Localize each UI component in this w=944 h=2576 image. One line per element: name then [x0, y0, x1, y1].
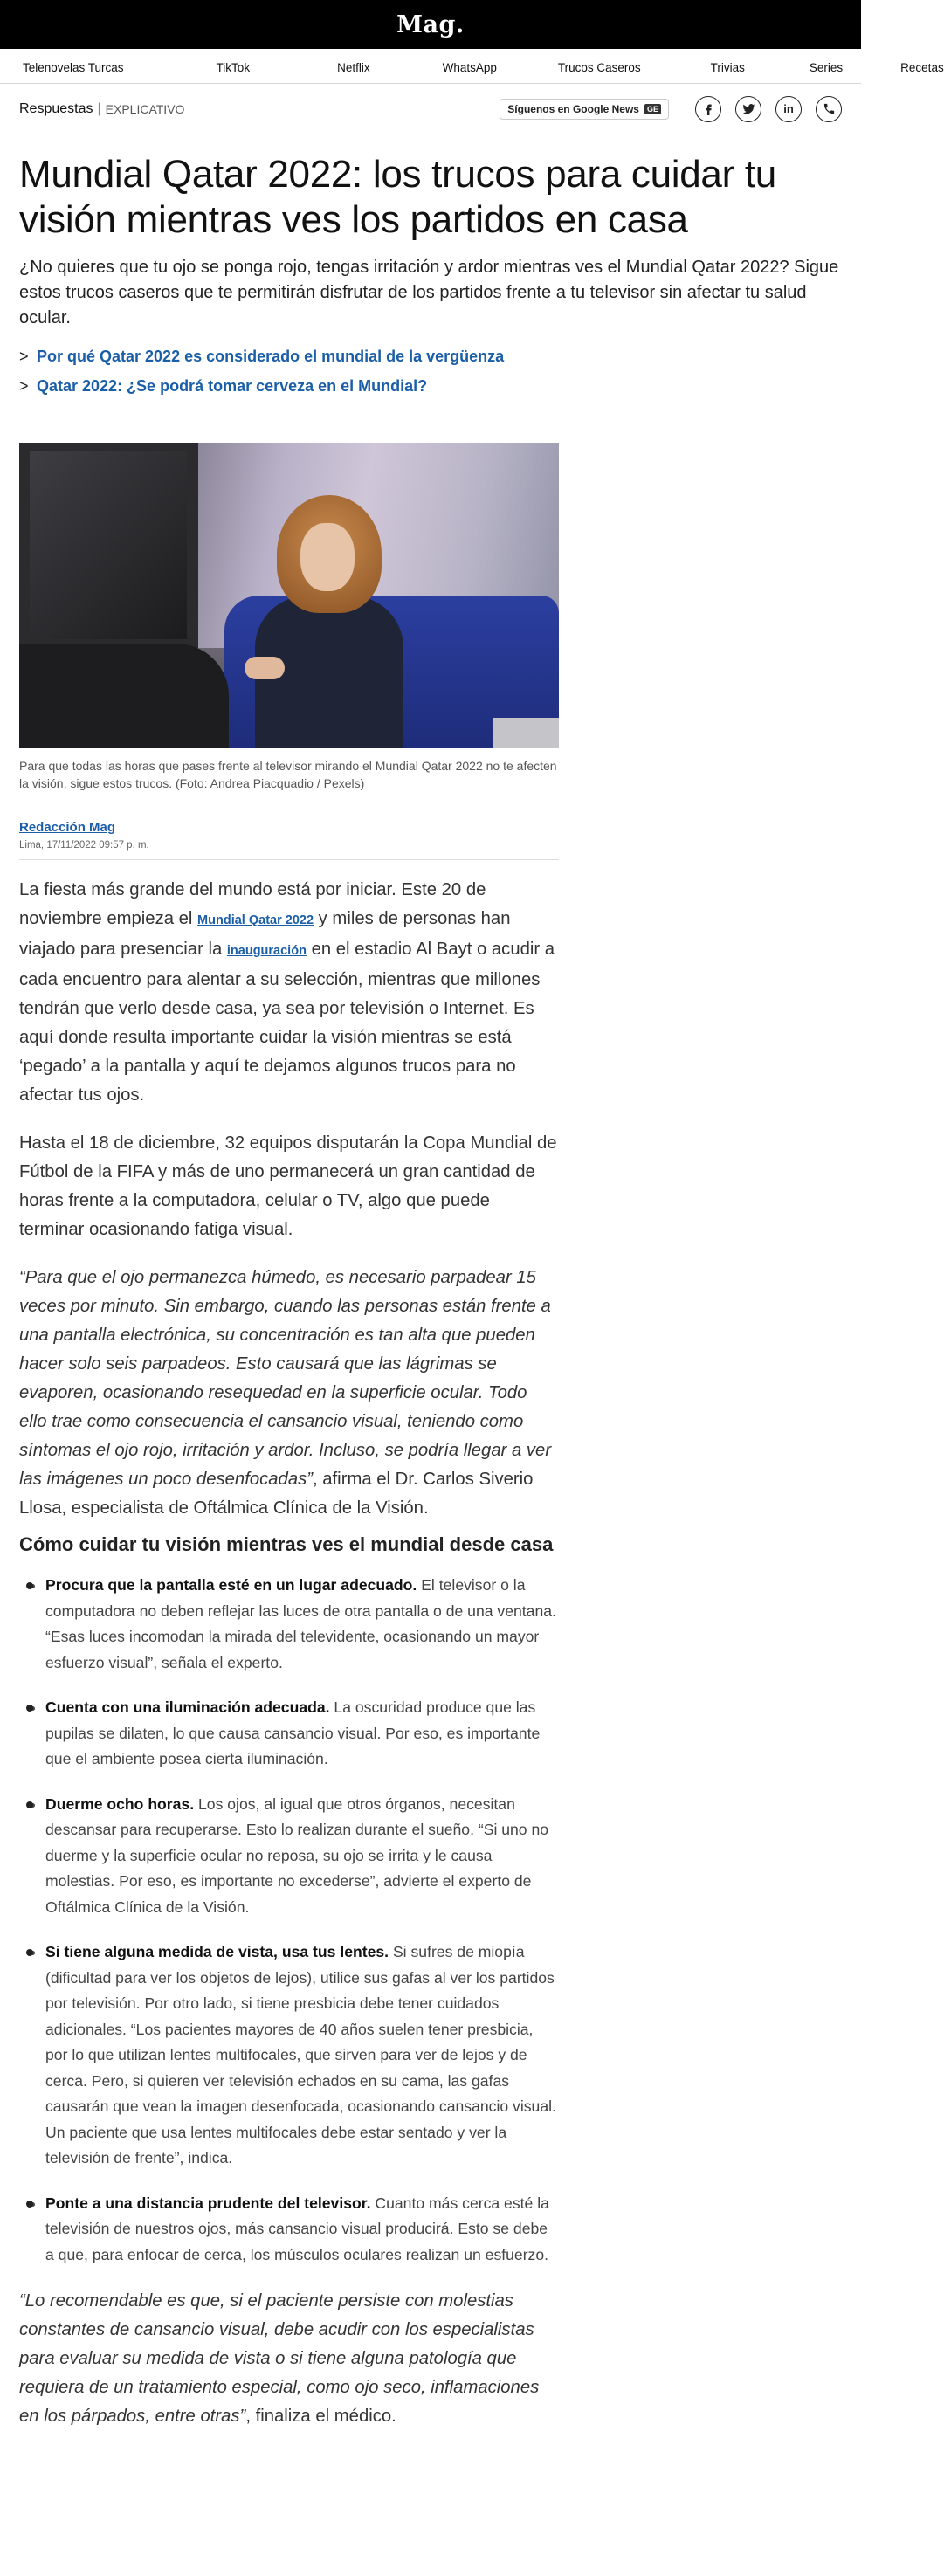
article-lead: ¿No quieres que tu ojo se ponga rojo, tengas irritación y ardor mientras ves el Mundial Qatar 2022? Sigue estos trucos caseros que te permitirán disfrutar de los partidos frente a tu televisor sin afectar tu salud ocular.: [19, 258, 839, 327]
article-photo: [19, 443, 559, 748]
article-body: [19, 876, 559, 2431]
section-subtitle: Cómo cuidar tu visión mientras ves el mundial desde casa: [19, 1533, 554, 1555]
chevron-right-icon: >: [19, 348, 29, 365]
nav-item-telenovelas-turcas[interactable]: Telenovelas Turcas: [23, 61, 124, 74]
quote-paragraph: “Para que el ojo permanezca húmedo, es necesario parpadear 15 veces por minuto. Sin embargo, cuando las personas están frente a una pantalla electrónica, su concentración es tan alta que pueden hacer solo seis parpadeos. Esto causará que las lágrimas se evaporen, ocasionando resequedad en la superficie ocular. Todo ello trae como consecuencia el cansancio visual, teniendo como síntomas el ojo rojo, irritación y ardor. Incluso, se podría llegar a ver las imágenes un poco desenfocadas”, afirma el Dr. Carlos Siverio Llosa, especialista de Oftálmica Clínica de la Visión.: [19, 1268, 552, 1518]
nav-item-tiktok[interactable]: TikTok: [216, 61, 251, 74]
linkedin-icon: in: [783, 102, 794, 115]
nav-item-netflix[interactable]: Netflix: [337, 61, 370, 74]
link-inauguracion[interactable]: inauguración: [226, 944, 307, 958]
body-paragraph: Hasta el 18 de diciembre, 32 equipos disputarán la Copa Mundial de Fútbol de la FIFA y más de uno permanecerá un gran cantidad de horas frente a la computadora, celular o TV, algo que puede terminar ocasionando fatiga visual.: [19, 1133, 557, 1239]
list-item: • Cuenta con una iluminación adecuada. La oscuridad produce que las pupilas se dilaten, lo que causa cansancio visual. Por eso, es importante que el ambiente posea cierta iluminación.: [45, 1695, 559, 1773]
linkedin-share-button[interactable]: [775, 96, 802, 122]
facebook-icon: [702, 102, 715, 115]
site-logo[interactable]: Mag.: [396, 10, 465, 38]
closing-paragraph: “Lo recomendable es que, si el paciente persiste con molestias constantes de cansancio visual, debe acudir con los especialistas para evaluar su medida de vista o si tiene alguna patología que requiera de un tratamiento especial, como ojo seco, inflamaciones en los párpados, entre otras”, finaliza el médico.: [19, 2291, 540, 2426]
related-link-cerveza[interactable]: Qatar 2022: ¿Se podrá tomar cerveza en el Mundial?: [37, 377, 428, 395]
list-item: • Ponte a una distancia prudente del televisor. Cuanto más cerca esté la televisión de nuestros ojos, más cansancio visual producirá. Esto se debe a que, para enfocar de cerca, los músculos oculares realizan un esfuerzo.: [45, 2191, 559, 2269]
tips-list: [19, 1573, 559, 2268]
chevron-right-icon: >: [19, 377, 29, 395]
twitter-icon: [742, 102, 755, 115]
nav-item-whatsapp[interactable]: WhatsApp: [442, 61, 497, 74]
publish-date: Lima, 17/11/2022 09:57 p. m.: [19, 840, 149, 851]
phone-icon: [823, 102, 836, 115]
list-item: • Duerme ocho horas. Los ojos, al igual que otros órganos, necesitan descansar para recuperarse. Esto lo realizan durante el sueño. “Si uno no duerme y la superficie ocular no reposa, su ojo se irrita y le causa molestias. Por eso, es importante no excederse”, advierte el experto de Oftálmica Clínica de la Visión.: [45, 1792, 559, 1921]
google-news-button[interactable]: [500, 99, 669, 120]
google-news-icon: GE: [644, 104, 661, 114]
nav-item-trucos-caseros[interactable]: Trucos Caseros: [557, 61, 641, 74]
section-link[interactable]: Respuestas: [19, 100, 93, 116]
site-header: [0, 0, 861, 52]
list-item: • Procura que la pantalla esté en un lugar adecuado. El televisor o la computadora no deben reflejar las luces de otra pantalla o de una ventana. “Esas luces incomodan la mirada del televidente, ocasionando un mayor esfuerzo visual”, señala el experto.: [45, 1573, 559, 1676]
whatsapp-share-button[interactable]: [816, 96, 842, 122]
nav-item-recetas[interactable]: Recetas: [900, 61, 944, 74]
doctor-quote: “Para que el ojo permanezca húmedo, es necesario parpadear 15 veces por minuto. Sin embargo, cuando las personas están frente a una pantalla electrónica, su concentración es tan alta que pueden hacer solo seis parpadeos. Esto causará que las lágrimas se evaporen, ocasionando resequedad en la superficie ocular. Todo ello trae como consecuencia el cansancio visual, teniendo como síntomas el ojo rojo, irritación y ardor. Incluso, se podría llegar a ver las imágenes un poco desenfocadas”: [19, 1268, 552, 1489]
related-link-verguenza[interactable]: Por qué Qatar 2022 es considerado el mundial de la vergüenza: [37, 348, 505, 365]
main-nav: [0, 52, 944, 84]
nav-item-series[interactable]: Series: [809, 61, 844, 74]
facebook-share-button[interactable]: [695, 96, 721, 122]
section-bar: [0, 84, 861, 134]
article: [0, 152, 861, 2431]
twitter-share-button[interactable]: [735, 96, 761, 122]
body-paragraph: La fiesta más grande del mundo está por iniciar. Este 20 de noviembre empieza el Mundial Qatar 2022 y miles de personas han viajado para presenciar la inauguración en el estadio Al Bayt o acudir a cada encuentro para alentar a su selección, mientras que millones tendrán que verlo desde casa, ya sea por televisión o Internet. Es aquí donde resulta importante cuidar la visión mientras se está ‘pegado’ a la pantalla y aquí te dejamos algunos trucos para no afectar tus ojos.: [19, 880, 555, 1105]
closing-quote: “Lo recomendable es que, si el paciente persiste con molestias constantes de cansancio visual, debe acudir con los especialistas para evaluar su medida de vista o si tiene alguna patología que requiera de un tratamiento especial, como ojo seco, inflamaciones en los párpados, entre otras”: [19, 2291, 540, 2426]
link-mundial-qatar-2022[interactable]: Mundial Qatar 2022: [197, 913, 314, 927]
section-separator: |: [97, 100, 101, 116]
google-news-label: Síguenos en Google News: [507, 102, 639, 115]
list-item: • Si tiene alguna medida de vista, usa tus lentes. Si sufres de miopía (dificultad para ver los objetos de lejos), utilice sus gafas al ver los partidos por televisión. Por otro lado, si tiene presbicia debe tener cuidados adicionales. “Los pacientes mayores de 40 años suelen tener presbicia, por lo que utilizan lentes multifocales, que sirven para ver de lejos y de cerca. Pero, si quieren ver televisión echados en su cama, las gafas causarán que vean la imagen desenfocada, ocasionando cansancio visual. Un paciente que usa lentes multifocales debe estar sentado y ver la televisión de frente”, indica.: [45, 1939, 559, 2172]
photo-caption: Para que todas las horas que pases frente al televisor mirando el Mundial Qatar 2022 no te afecten la visión, sigue estos trucos. (Foto: Andrea Piacquadio / Pexels): [19, 759, 557, 790]
related-item: [19, 371, 842, 401]
share-bar: [500, 96, 842, 122]
article-type-label: EXPLICATIVO: [105, 101, 185, 116]
related-item: [19, 341, 842, 371]
article-figure: [19, 443, 559, 792]
author-link[interactable]: Redacción Mag: [19, 820, 116, 835]
article-title: Mundial Qatar 2022: los trucos para cuidar tu visión mientras ves los partidos en casa: [19, 153, 776, 241]
byline: [19, 820, 559, 860]
photo-tv-shape: [19, 443, 198, 648]
nav-item-trivias[interactable]: Trivias: [710, 61, 745, 74]
related-links: [19, 341, 842, 401]
